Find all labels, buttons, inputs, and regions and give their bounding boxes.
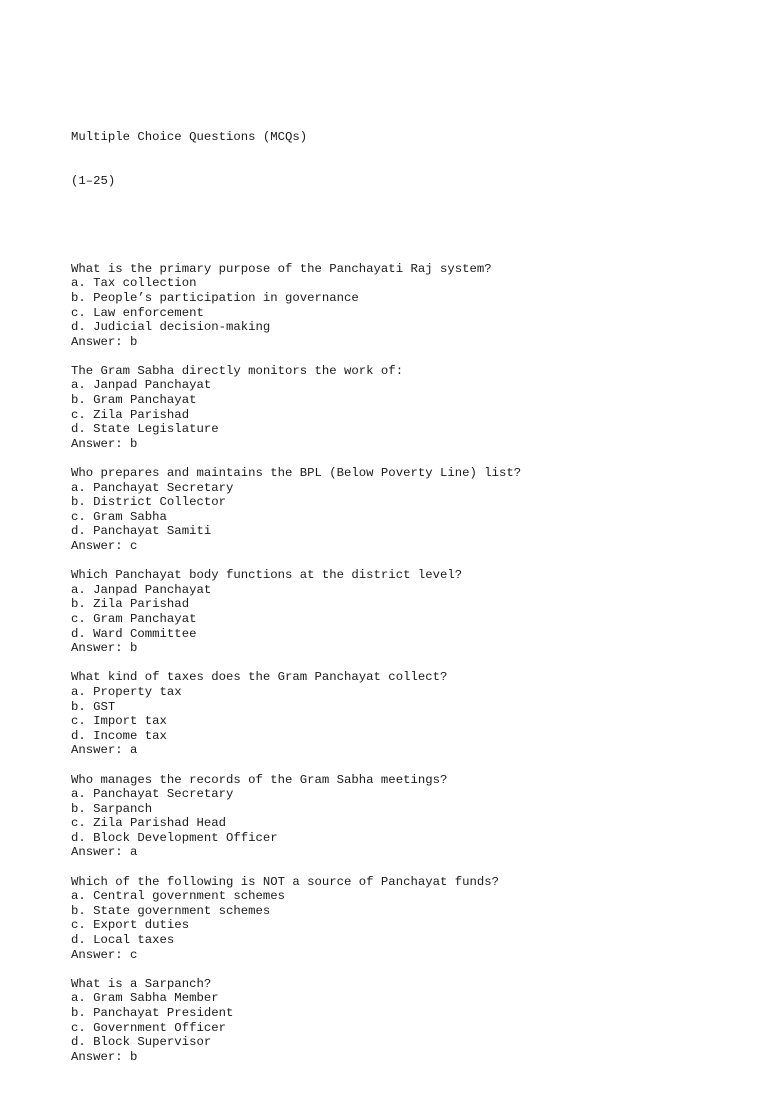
option-text: a. Panchayat Secretary [71, 480, 234, 495]
question-block [71, 568, 751, 656]
question-block [71, 977, 751, 1065]
option-text: b. District Collector [71, 495, 226, 510]
question-text: Who prepares and maintains the BPL (Below Poverty Line) list? [71, 466, 522, 481]
option-text: b. People’s participation in governance [71, 290, 359, 305]
option-text: a. Gram Sabha Member [71, 991, 219, 1006]
document-heading [71, 101, 751, 218]
question-text: What kind of taxes does the Gram Panchayat collect? [71, 670, 448, 685]
option-text: c. Zila Parishad [71, 407, 190, 422]
answer-text: Answer: b [71, 436, 138, 451]
question-text: Who manages the records of the Gram Sabha meetings? [71, 772, 448, 787]
option-text: b. State government schemes [71, 903, 271, 918]
answer-text: Answer: c [71, 539, 138, 553]
question-block [71, 364, 751, 452]
option-text: a. Central government schemes [71, 889, 286, 904]
question-block [71, 670, 751, 758]
question-block [71, 466, 751, 554]
answer-text: Answer: c [71, 947, 138, 962]
option-text: c. Import tax [71, 714, 167, 729]
option-text: b. Panchayat President [71, 1006, 234, 1020]
option-text: b. GST [71, 699, 116, 714]
question-text: What is the primary purpose of the Panchayati Raj system? [71, 261, 492, 276]
answer-text: Answer: b [71, 334, 138, 349]
heading-range: (1–25) [71, 174, 116, 189]
option-text: d. State Legislature [71, 422, 219, 437]
option-text: b. Zila Parishad [71, 597, 190, 612]
option-text: d. Block Supervisor [71, 1035, 212, 1050]
option-text: a. Property tax [71, 684, 182, 699]
answer-text: Answer: a [71, 845, 138, 860]
option-text: d. Panchayat Samiti [71, 524, 212, 539]
option-text: a. Panchayat Secretary [71, 787, 234, 802]
answer-text: Answer: b [71, 1049, 138, 1064]
question-text: The Gram Sabha directly monitors the work of: [71, 363, 404, 378]
question-text: Which of the following is NOT a source of Panchayat funds? [71, 874, 500, 889]
option-text: d. Block Development Officer [71, 830, 278, 845]
option-text: a. Janpad Panchayat [71, 378, 212, 393]
option-text: b. Gram Panchayat [71, 393, 197, 408]
option-text: a. Tax collection [71, 276, 197, 291]
document-page [71, 72, 751, 1094]
option-text: d. Income tax [71, 728, 167, 743]
question-text: What is a Sarpanch? [71, 976, 212, 991]
option-text: a. Janpad Panchayat [71, 582, 212, 597]
option-text: d. Judicial decision-making [71, 320, 271, 335]
option-text: c. Gram Panchayat [71, 611, 197, 626]
answer-text: Answer: a [71, 743, 138, 758]
option-text: c. Government Officer [71, 1020, 226, 1035]
option-text: c. Zila Parishad Head [71, 816, 226, 831]
question-block [71, 262, 751, 350]
answer-text: Answer: b [71, 641, 138, 656]
question-block [71, 773, 751, 861]
option-text: d. Ward Committee [71, 626, 197, 641]
heading-title: Multiple Choice Questions (MCQs) [71, 130, 308, 145]
question-text: Which Panchayat body functions at the district level? [71, 568, 463, 583]
question-block [71, 875, 751, 963]
option-text: c. Law enforcement [71, 305, 204, 320]
question-list [71, 262, 751, 1065]
option-text: d. Local taxes [71, 933, 175, 948]
option-text: c. Export duties [71, 918, 190, 933]
option-text: c. Gram Sabha [71, 509, 167, 524]
option-text: b. Sarpanch [71, 801, 153, 816]
